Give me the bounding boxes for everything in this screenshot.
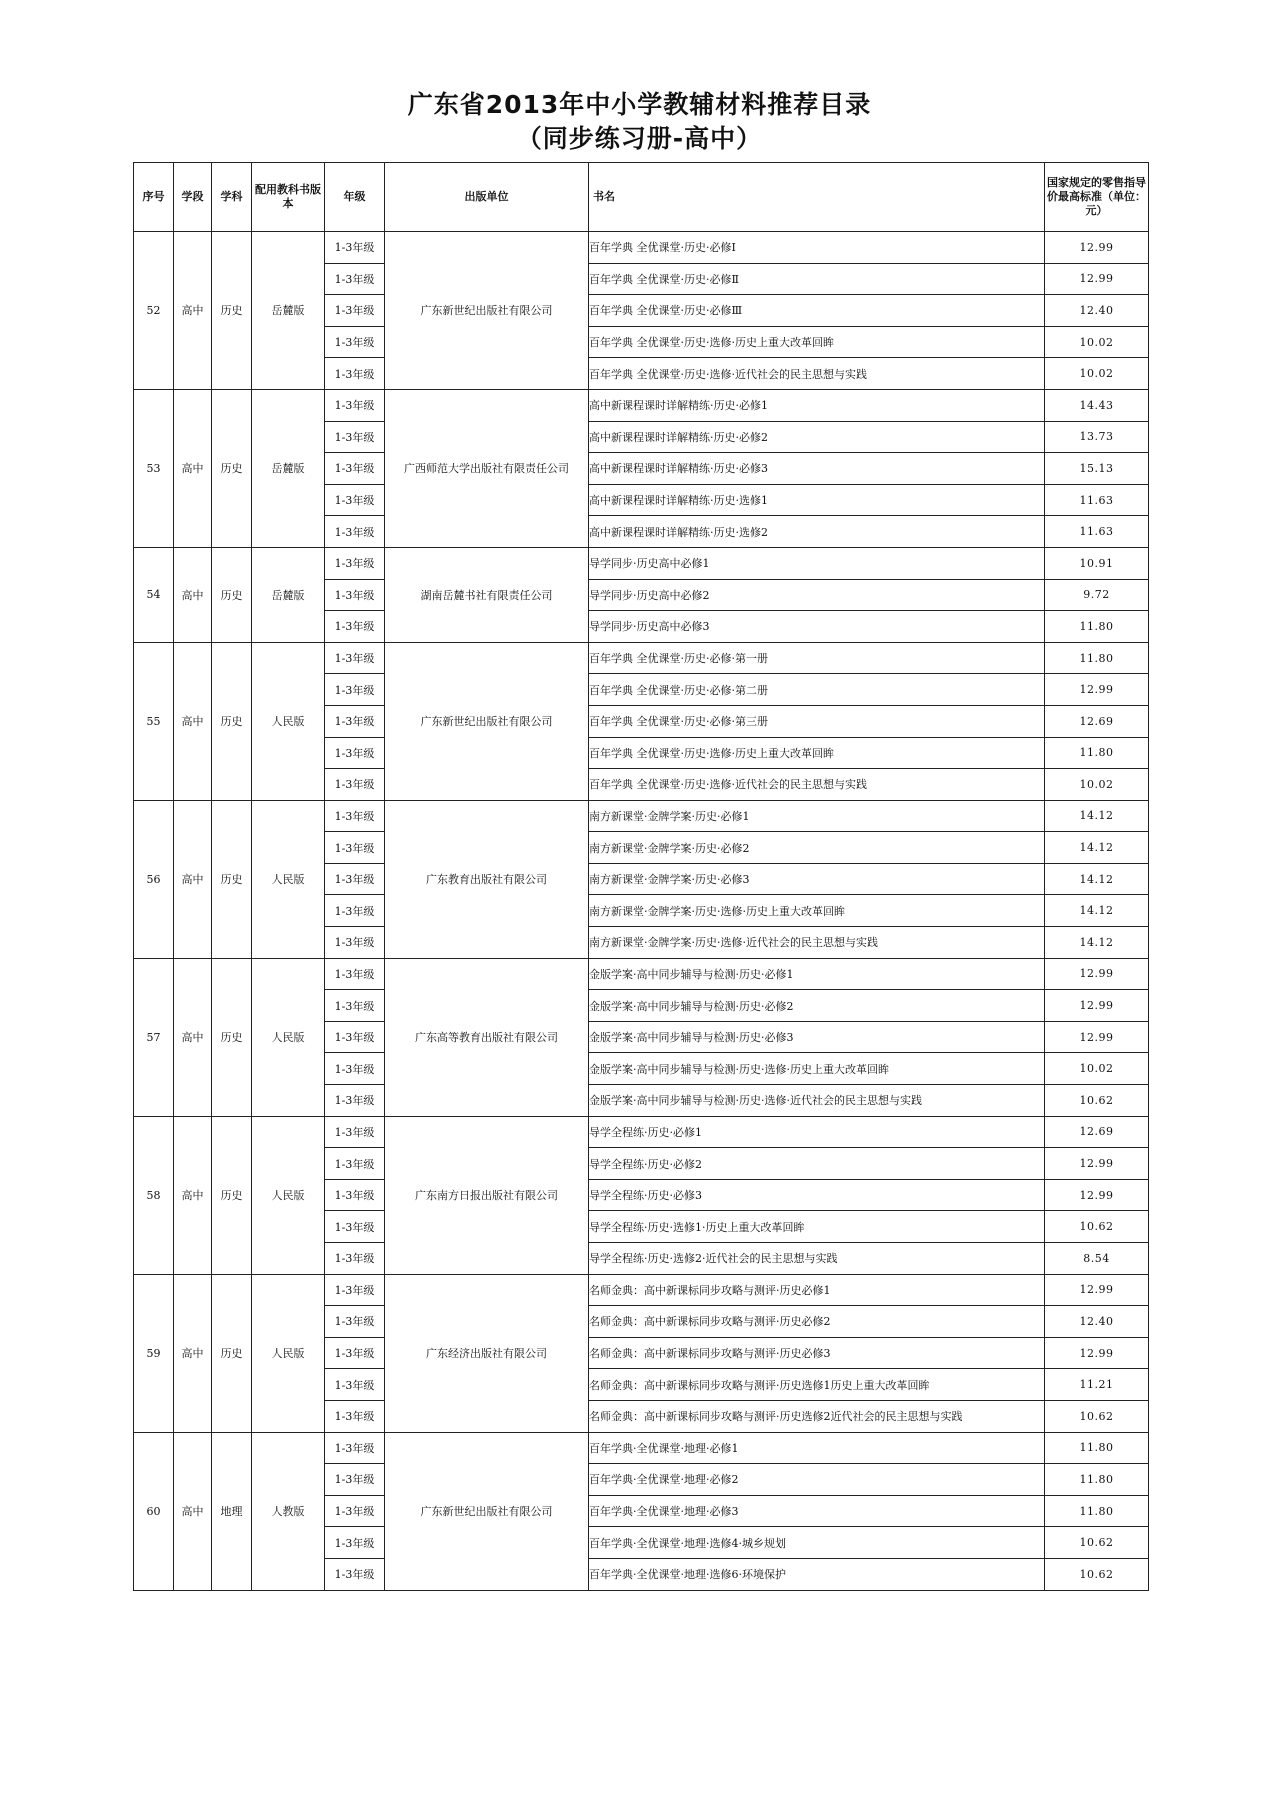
cell-grade: 1-3年级: [325, 1243, 385, 1275]
cell-subject: 历史: [212, 232, 252, 390]
cell-book: 高中新课程课时详解精练·历史·必修3: [589, 453, 1045, 485]
cell-grade: 1-3年级: [325, 1495, 385, 1527]
cell-publisher: 广东新世纪出版社有限公司: [385, 1432, 589, 1590]
cell-grade: 1-3年级: [325, 421, 385, 453]
cell-grade: 1-3年级: [325, 737, 385, 769]
cell-price: 13.73: [1045, 421, 1149, 453]
cell-edition: 人民版: [252, 958, 325, 1116]
cell-book: 百年学典·全优课堂·地理·必修2: [589, 1464, 1045, 1496]
cell-price: 10.02: [1045, 326, 1149, 358]
cell-edition: 岳麓版: [252, 232, 325, 390]
cell-book: 导学全程练·历史·必修1: [589, 1116, 1045, 1148]
cell-book: 名师金典：高中新课标同步攻略与测评·历史选修1历史上重大改革回眸: [589, 1369, 1045, 1401]
table-row: [134, 1274, 1149, 1306]
cell-book: 金版学案·高中同步辅导与检测·历史·选修·历史上重大改革回眸: [589, 1053, 1045, 1085]
cell-price: 12.99: [1045, 958, 1149, 990]
cell-grade: 1-3年级: [325, 1337, 385, 1369]
cell-price: 11.63: [1045, 516, 1149, 548]
cell-price: 14.12: [1045, 927, 1149, 959]
cell-grade: 1-3年级: [325, 642, 385, 674]
cell-price: 10.02: [1045, 769, 1149, 801]
cell-price: 10.02: [1045, 1053, 1149, 1085]
cell-book: 百年学典·全优课堂·地理·必修1: [589, 1432, 1045, 1464]
cell-stage: 高中: [174, 1274, 212, 1432]
cell-publisher: 广东新世纪出版社有限公司: [385, 232, 589, 390]
title-line-2: （同步练习册-高中）: [516, 124, 763, 153]
cell-book: 高中新课程课时详解精练·历史·必修1: [589, 389, 1045, 421]
header-grade: 年级: [325, 163, 385, 232]
cell-grade: 1-3年级: [325, 769, 385, 801]
cell-grade: 1-3年级: [325, 990, 385, 1022]
cell-price: 8.54: [1045, 1243, 1149, 1275]
cell-book: 高中新课程课时详解精练·历史·选修1: [589, 484, 1045, 516]
cell-book: 南方新课堂·金牌学案·历史·必修3: [589, 863, 1045, 895]
cell-price: 12.99: [1045, 1148, 1149, 1180]
cell-grade: 1-3年级: [325, 326, 385, 358]
table-row: [134, 800, 1149, 832]
header-price: 国家规定的零售指导价最高标准（单位：元）: [1045, 163, 1149, 232]
cell-publisher: 广东高等教育出版社有限公司: [385, 958, 589, 1116]
cell-subject: 历史: [212, 389, 252, 547]
cell-price: 10.62: [1045, 1211, 1149, 1243]
cell-publisher: 广西师范大学出版社有限责任公司: [385, 389, 589, 547]
cell-book: 百年学典 全优课堂·历史·选修·历史上重大改革回眸: [589, 326, 1045, 358]
cell-grade: 1-3年级: [325, 1369, 385, 1401]
table-header-row: [134, 163, 1149, 232]
cell-grade: 1-3年级: [325, 1558, 385, 1590]
cell-price: 12.69: [1045, 705, 1149, 737]
cell-grade: 1-3年级: [325, 579, 385, 611]
cell-subject: 历史: [212, 1274, 252, 1432]
cell-price: 11.21: [1045, 1369, 1149, 1401]
cell-grade: 1-3年级: [325, 1432, 385, 1464]
cell-grade: 1-3年级: [325, 895, 385, 927]
cell-stage: 高中: [174, 232, 212, 390]
cell-book: 南方新课堂·金牌学案·历史·选修·历史上重大改革回眸: [589, 895, 1045, 927]
cell-book: 金版学案·高中同步辅导与检测·历史·选修·近代社会的民主思想与实践: [589, 1085, 1045, 1117]
cell-grade: 1-3年级: [325, 1148, 385, 1180]
header-book: 书名: [589, 163, 1045, 232]
cell-price: 11.63: [1045, 484, 1149, 516]
header-subject: 学科: [212, 163, 252, 232]
cell-grade: 1-3年级: [325, 1053, 385, 1085]
table-row: [134, 389, 1149, 421]
cell-grade: 1-3年级: [325, 674, 385, 706]
cell-book: 导学全程练·历史·必修3: [589, 1179, 1045, 1211]
cell-price: 11.80: [1045, 1432, 1149, 1464]
cell-publisher: 广东南方日报出版社有限公司: [385, 1116, 589, 1274]
cell-price: 12.99: [1045, 263, 1149, 295]
cell-price: 12.99: [1045, 990, 1149, 1022]
cell-grade: 1-3年级: [325, 295, 385, 327]
cell-book: 导学同步·历史高中必修2: [589, 579, 1045, 611]
cell-grade: 1-3年级: [325, 1274, 385, 1306]
cell-price: 10.91: [1045, 547, 1149, 579]
cell-price: 14.12: [1045, 863, 1149, 895]
cell-subject: 历史: [212, 642, 252, 800]
cell-price: 14.43: [1045, 389, 1149, 421]
cell-subject: 历史: [212, 547, 252, 642]
cell-grade: 1-3年级: [325, 832, 385, 864]
cell-subject: 地理: [212, 1432, 252, 1590]
cell-price: 12.40: [1045, 1306, 1149, 1338]
cell-book: 名师金典：高中新课标同步攻略与测评·历史必修1: [589, 1274, 1045, 1306]
cell-publisher: 湖南岳麓书社有限责任公司: [385, 547, 589, 642]
title-line-1: 广东省2013年中小学教辅材料推荐目录: [407, 90, 872, 119]
cell-price: 12.99: [1045, 1021, 1149, 1053]
cell-price: 10.62: [1045, 1085, 1149, 1117]
cell-grade: 1-3年级: [325, 927, 385, 959]
table-row: [134, 642, 1149, 674]
cell-book: 百年学典 全优课堂·历史·必修·第三册: [589, 705, 1045, 737]
cell-book: 百年学典·全优课堂·地理·选修4·城乡规划: [589, 1527, 1045, 1559]
table-row: [134, 1116, 1149, 1148]
cell-book: 导学同步·历史高中必修3: [589, 611, 1045, 643]
cell-grade: 1-3年级: [325, 705, 385, 737]
cell-book: 名师金典：高中新课标同步攻略与测评·历史必修2: [589, 1306, 1045, 1338]
cell-book: 导学全程练·历史·选修2·近代社会的民主思想与实践: [589, 1243, 1045, 1275]
table-row: [134, 547, 1149, 579]
cell-no: 54: [134, 547, 174, 642]
cell-grade: 1-3年级: [325, 611, 385, 643]
cell-book: 南方新课堂·金牌学案·历史·必修1: [589, 800, 1045, 832]
cell-publisher: 广东新世纪出版社有限公司: [385, 642, 589, 800]
cell-price: 9.72: [1045, 579, 1149, 611]
table-row: [134, 958, 1149, 990]
cell-price: 12.40: [1045, 295, 1149, 327]
cell-stage: 高中: [174, 958, 212, 1116]
cell-price: 11.80: [1045, 642, 1149, 674]
cell-price: 12.99: [1045, 674, 1149, 706]
cell-grade: 1-3年级: [325, 958, 385, 990]
cell-book: 百年学典 全优课堂·历史·必修Ⅲ: [589, 295, 1045, 327]
cell-subject: 历史: [212, 800, 252, 958]
cell-book: 百年学典 全优课堂·历史·选修·近代社会的民主思想与实践: [589, 769, 1045, 801]
header-publisher: 出版单位: [385, 163, 589, 232]
cell-price: 10.62: [1045, 1558, 1149, 1590]
cell-grade: 1-3年级: [325, 863, 385, 895]
cell-no: 59: [134, 1274, 174, 1432]
cell-book: 导学全程练·历史·选修1·历史上重大改革回眸: [589, 1211, 1045, 1243]
cell-no: 55: [134, 642, 174, 800]
cell-book: 高中新课程课时详解精练·历史·必修2: [589, 421, 1045, 453]
cell-grade: 1-3年级: [325, 547, 385, 579]
cell-grade: 1-3年级: [325, 263, 385, 295]
cell-no: 60: [134, 1432, 174, 1590]
cell-book: 导学同步·历史高中必修1: [589, 547, 1045, 579]
cell-grade: 1-3年级: [325, 1527, 385, 1559]
cell-book: 百年学典·全优课堂·地理·必修3: [589, 1495, 1045, 1527]
cell-edition: 岳麓版: [252, 389, 325, 547]
cell-book: 名师金典：高中新课标同步攻略与测评·历史选修2近代社会的民主思想与实践: [589, 1400, 1045, 1432]
cell-price: 11.80: [1045, 611, 1149, 643]
cell-grade: 1-3年级: [325, 453, 385, 485]
cell-book: 导学全程练·历史·必修2: [589, 1148, 1045, 1180]
cell-price: 11.80: [1045, 1495, 1149, 1527]
cell-no: 57: [134, 958, 174, 1116]
cell-book: 百年学典 全优课堂·历史·选修·历史上重大改革回眸: [589, 737, 1045, 769]
cell-stage: 高中: [174, 1432, 212, 1590]
cell-book: 名师金典：高中新课标同步攻略与测评·历史必修3: [589, 1337, 1045, 1369]
cell-book: 金版学案·高中同步辅导与检测·历史·必修2: [589, 990, 1045, 1022]
cell-price: 10.62: [1045, 1527, 1149, 1559]
cell-subject: 历史: [212, 1116, 252, 1274]
cell-grade: 1-3年级: [325, 1464, 385, 1496]
cell-no: 56: [134, 800, 174, 958]
cell-edition: 人民版: [252, 1116, 325, 1274]
cell-book: 百年学典 全优课堂·历史·必修Ⅰ: [589, 232, 1045, 264]
header-edition: 配用教科书版本: [252, 163, 325, 232]
cell-grade: 1-3年级: [325, 800, 385, 832]
cell-edition: 人民版: [252, 642, 325, 800]
cell-book: 南方新课堂·金牌学案·历史·必修2: [589, 832, 1045, 864]
cell-price: 12.99: [1045, 232, 1149, 264]
cell-grade: 1-3年级: [325, 232, 385, 264]
cell-publisher: 广东教育出版社有限公司: [385, 800, 589, 958]
cell-price: 12.99: [1045, 1179, 1149, 1211]
cell-book: 金版学案·高中同步辅导与检测·历史·必修3: [589, 1021, 1045, 1053]
cell-no: 58: [134, 1116, 174, 1274]
cell-book: 金版学案·高中同步辅导与检测·历史·必修1: [589, 958, 1045, 990]
table-row: [134, 232, 1149, 264]
header-no: 序号: [134, 163, 174, 232]
cell-price: 12.99: [1045, 1337, 1149, 1369]
catalog-table: [133, 162, 1149, 1591]
cell-book: 百年学典 全优课堂·历史·选修·近代社会的民主思想与实践: [589, 358, 1045, 390]
cell-stage: 高中: [174, 1116, 212, 1274]
cell-grade: 1-3年级: [325, 516, 385, 548]
cell-grade: 1-3年级: [325, 1085, 385, 1117]
cell-grade: 1-3年级: [325, 1400, 385, 1432]
cell-grade: 1-3年级: [325, 1021, 385, 1053]
cell-book: 百年学典 全优课堂·历史·必修Ⅱ: [589, 263, 1045, 295]
cell-no: 53: [134, 389, 174, 547]
cell-price: 15.13: [1045, 453, 1149, 485]
cell-price: 12.99: [1045, 1274, 1149, 1306]
cell-no: 52: [134, 232, 174, 390]
cell-publisher: 广东经济出版社有限公司: [385, 1274, 589, 1432]
cell-price: 14.12: [1045, 895, 1149, 927]
document-title: [0, 88, 1279, 156]
cell-book: 百年学典·全优课堂·地理·选修6·环境保护: [589, 1558, 1045, 1590]
cell-edition: 人民版: [252, 1274, 325, 1432]
cell-stage: 高中: [174, 800, 212, 958]
cell-book: 百年学典 全优课堂·历史·必修·第一册: [589, 642, 1045, 674]
table-row: [134, 1432, 1149, 1464]
cell-price: 10.62: [1045, 1400, 1149, 1432]
cell-grade: 1-3年级: [325, 1306, 385, 1338]
cell-edition: 人教版: [252, 1432, 325, 1590]
cell-price: 12.69: [1045, 1116, 1149, 1148]
cell-price: 14.12: [1045, 800, 1149, 832]
cell-grade: 1-3年级: [325, 389, 385, 421]
cell-grade: 1-3年级: [325, 1179, 385, 1211]
cell-price: 10.02: [1045, 358, 1149, 390]
cell-price: 11.80: [1045, 737, 1149, 769]
cell-book: 百年学典 全优课堂·历史·必修·第二册: [589, 674, 1045, 706]
cell-grade: 1-3年级: [325, 1211, 385, 1243]
cell-price: 14.12: [1045, 832, 1149, 864]
cell-stage: 高中: [174, 547, 212, 642]
cell-price: 11.80: [1045, 1464, 1149, 1496]
cell-book: 高中新课程课时详解精练·历史·选修2: [589, 516, 1045, 548]
header-stage: 学段: [174, 163, 212, 232]
cell-grade: 1-3年级: [325, 484, 385, 516]
cell-book: 南方新课堂·金牌学案·历史·选修·近代社会的民主思想与实践: [589, 927, 1045, 959]
cell-edition: 人民版: [252, 800, 325, 958]
cell-grade: 1-3年级: [325, 358, 385, 390]
table-body: [134, 232, 1149, 1591]
cell-edition: 岳麓版: [252, 547, 325, 642]
cell-stage: 高中: [174, 389, 212, 547]
cell-grade: 1-3年级: [325, 1116, 385, 1148]
cell-subject: 历史: [212, 958, 252, 1116]
cell-stage: 高中: [174, 642, 212, 800]
